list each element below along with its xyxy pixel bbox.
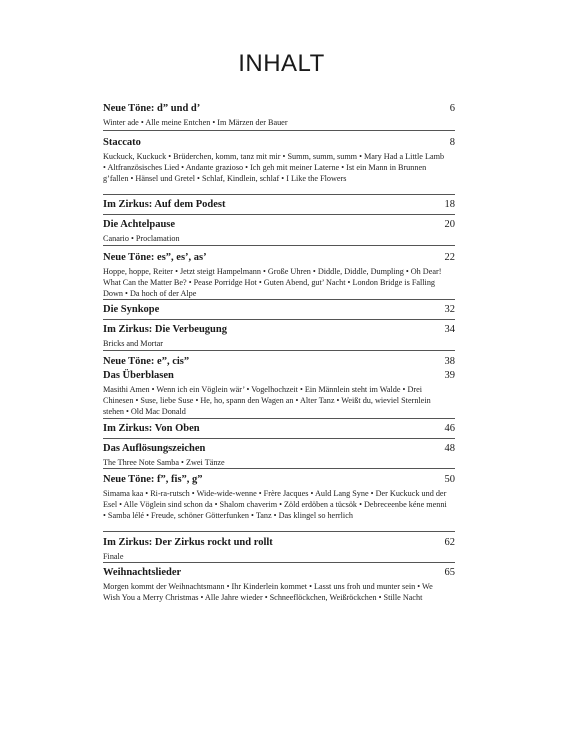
entry-page: 50 — [444, 474, 455, 485]
entry-page: 65 — [444, 567, 455, 578]
entry-subtitle: Kuckuck, Kuckuck • Brüderchen, komm, tanz mit mir • Summ, summ, summ • Mary Had a Little Lamb • Altfranzösisches Lied • Andante grazioso • Ich geh mit meiner Laterne • Ist ein Mann in Brunnen g’fallen • Hänsel und Gretel • Schlaf, Kindlein, schlaf • I Like the Flowers — [103, 152, 445, 183]
toc-entry — [103, 474, 455, 522]
toc-entry — [103, 443, 455, 469]
divider — [103, 418, 455, 419]
entry-subtitle: Morgen kommt der Weihnachtsmann • Ihr Kinderlein kommet • Lasst uns froh und munter sein • We Wish You a Merry Christmas • Alle Jahre wieder • Schneeflöckchen, Weißröckchen • Stille Nacht — [103, 582, 433, 602]
toc-entry — [103, 304, 455, 316]
toc-entry — [103, 219, 455, 245]
toc-entry — [103, 103, 455, 129]
entry-page: 62 — [444, 537, 455, 548]
entry-page: 39 — [444, 370, 455, 381]
entry-heading: Neue Töne: e”, cis” — [103, 356, 190, 367]
divider — [103, 350, 455, 351]
entry-page: 6 — [449, 103, 455, 114]
entry-heading: Weihnachtslieder — [103, 567, 182, 578]
entry-page: 48 — [444, 443, 455, 454]
toc-entry — [103, 324, 455, 350]
toc-entry — [103, 199, 455, 211]
entry-page: 20 — [444, 219, 455, 230]
entry-subtitle: Canario • Proclamation — [103, 234, 180, 243]
entry-heading: Im Zirkus: Auf dem Podest — [103, 199, 226, 210]
entry-heading: Das Auflösungszeichen — [103, 443, 206, 454]
toc-entry — [103, 567, 455, 604]
entry-page: 18 — [444, 199, 455, 210]
divider — [103, 214, 455, 215]
entry-heading: Im Zirkus: Die Verbeugung — [103, 324, 227, 335]
entry-subtitle: Bricks and Mortar — [103, 339, 164, 348]
entry-heading: Die Achtelpause — [103, 219, 176, 230]
toc-entry — [103, 356, 455, 368]
entry-subtitle: The Three Note Samba • Zwei Tänze — [103, 458, 225, 467]
divider — [103, 245, 455, 246]
entry-page: 8 — [449, 137, 455, 148]
entry-page: 46 — [444, 423, 455, 434]
divider — [103, 438, 455, 439]
toc-entry — [103, 370, 455, 418]
divider — [103, 299, 455, 300]
entry-page: 22 — [444, 252, 455, 263]
toc-entry — [103, 137, 455, 185]
entry-heading: Neue Töne: f”, fis”, g” — [103, 474, 203, 485]
divider — [103, 468, 455, 469]
divider — [103, 319, 455, 320]
entry-subtitle: Simama kaa • Ri-ra-rutsch • Wide-wide-wenne • Frère Jacques • Auld Lang Syne • Der Kuckuck und der Esel • Alle Vöglein sind schon da • Shalom chaverim • Zöld erdöben a tücsök • Debreceenbe kéne menni • Samba lélé • Freude, schöner Götterfunken • Tanz • Das klingel so herrlich — [103, 489, 447, 520]
entry-page: 34 — [444, 324, 455, 335]
entry-subtitle: Masithi Amen • Wenn ich ein Vöglein wär’ • Vogelhochzeit • Ein Männlein steht im Walde • Drei Chinesen • Suse, liebe Suse • He, ho, spann den Wagen an • Alter Tanz • Weißt du, wieviel Sternlein stehen • Old Mac Donald — [103, 385, 431, 416]
entry-heading: Das Überblasen — [103, 370, 174, 381]
entry-heading: Die Synkope — [103, 304, 160, 315]
entry-heading: Neue Töne: es”, es’, as’ — [103, 252, 207, 263]
entry-page: 32 — [444, 304, 455, 315]
divider — [103, 562, 455, 563]
entry-subtitle: Winter ade • Alle meine Entchen • Im Märzen der Bauer — [103, 118, 288, 127]
page-title: INHALT — [238, 50, 325, 77]
entry-subtitle: Finale — [103, 552, 124, 561]
entry-page: 38 — [444, 356, 455, 367]
entry-heading: Im Zirkus: Von Oben — [103, 423, 200, 434]
entry-subtitle: Hoppe, hoppe, Reiter • Jetzt steigt Hampelmann • Große Uhren • Diddle, Diddle, Dumpling • Oh Dear! What Can the Matter Be? • Pease Porridge Hot • Guten Abend, gut’ Nacht • London Bridge is Falling Down • Da hoch of der Alpe — [103, 267, 442, 298]
entry-heading: Im Zirkus: Der Zirkus rockt und rollt — [103, 537, 273, 548]
divider — [103, 531, 455, 532]
divider — [103, 130, 455, 131]
toc-entry — [103, 252, 455, 300]
divider — [103, 194, 455, 195]
entry-heading: Neue Töne: d” und d’ — [103, 103, 201, 114]
toc-entry — [103, 537, 455, 563]
entry-heading: Staccato — [103, 137, 141, 148]
toc-entry — [103, 423, 455, 435]
